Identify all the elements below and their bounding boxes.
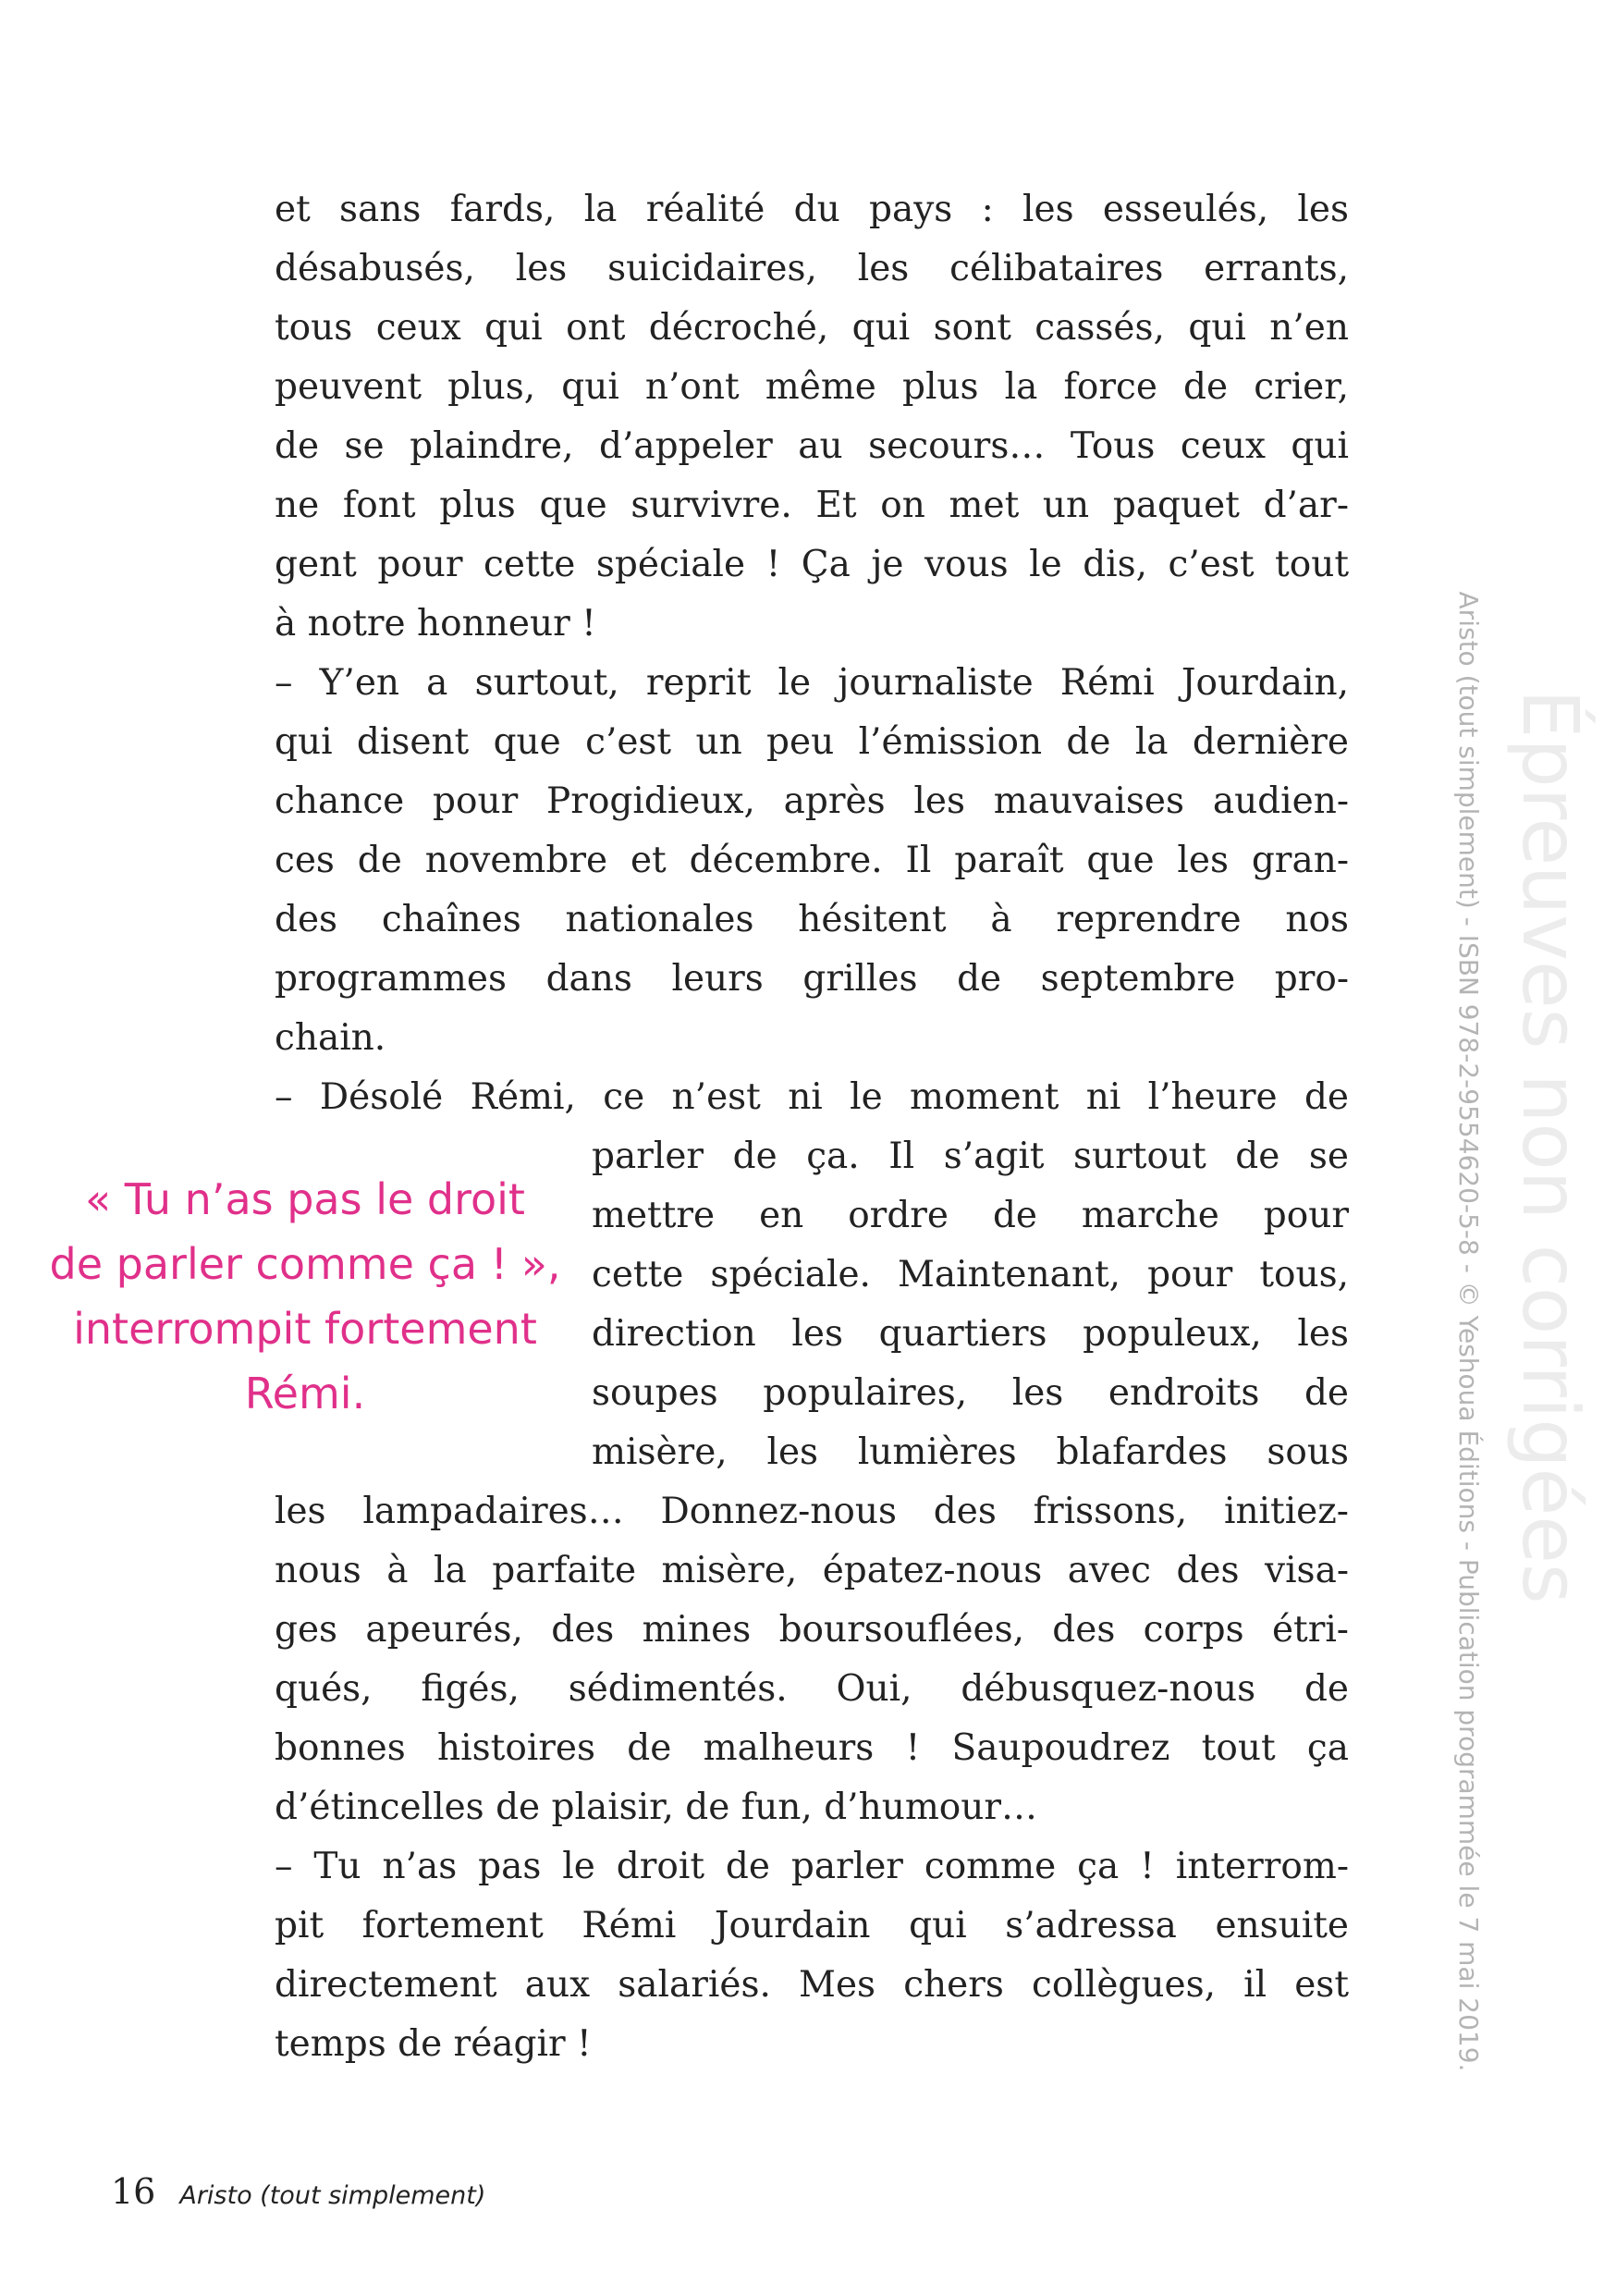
text-line: misère, les lumières blafardes sous (592, 1431, 1349, 1473)
copyright-watermark: Aristo (tout simplement) - ISBN 978-2-9554620-5-8 - © Yeshoua Éditions - Publication programmée le 7 mai 2019. (1453, 591, 1484, 2072)
text-line: parler de ça. Il s’agit surtout de se (592, 1136, 1349, 1177)
text-line: – Désolé Rémi, ce n’est ni le moment ni l’heure de (275, 1076, 1349, 1118)
running-title: Aristo (tout simplement) (179, 2181, 486, 2210)
text-line: des chaînes nationales hésitent à reprendre nos (275, 899, 1349, 940)
text-line: qui disent que c’est un peu l’émission de la dernière (275, 721, 1349, 763)
text-line: ges apeurés, des mines boursouflées, des corps étri- (275, 1609, 1349, 1651)
proof-watermark: Épreuves non corrigées (1505, 689, 1596, 1604)
text-line: – Tu n’as pas le droit de parler comme ça ! interrom- (275, 1846, 1349, 1887)
text-line: qués, figés, sédimentés. Oui, débusquez-nous de (275, 1668, 1349, 1710)
text-line: direction les quartiers populeux, les (592, 1313, 1349, 1355)
pull-quote-line: interrompit fortement (73, 1304, 537, 1354)
text-line: les lampadaires… Donnez-nous des frissons, initiez- (275, 1491, 1349, 1532)
text-line: soupes populaires, les endroits de (592, 1372, 1349, 1414)
page-footer (111, 2171, 485, 2212)
text-line: peuvent plus, qui n’ont même plus la force de crier, (275, 366, 1349, 408)
text-line: temps de réagir ! (275, 2023, 592, 2065)
text-line: – Y’en a surtout, reprit le journaliste Rémi Jourdain, (275, 662, 1349, 704)
pull-quote-line: Rémi. (244, 1369, 366, 1418)
text-line: cette spéciale. Maintenant, pour tous, (592, 1254, 1349, 1295)
text-line: désabusés, les suicidaires, les célibataires errants, (275, 248, 1349, 289)
pull-quote-line: « Tu n’as pas le droit (85, 1174, 525, 1224)
text-line: ne font plus que survivre. Et on met un paquet d’ar- (275, 485, 1349, 526)
page-number: 16 (111, 2171, 156, 2212)
text-line: directement aux salariés. Mes chers collègues, il est (275, 1964, 1349, 2006)
text-line: mettre en ordre de marche pour (592, 1195, 1349, 1236)
pull-quote-line: de parler comme ça ! », (49, 1239, 561, 1289)
text-line: nous à la parfaite misère, épatez-nous avec des visa- (275, 1550, 1349, 1591)
pull-quote (28, 1167, 582, 1426)
text-line: chance pour Progidieux, après les mauvaises audien- (275, 780, 1349, 822)
text-line: ces de novembre et décembre. Il paraît que les gran- (275, 840, 1349, 881)
text-line: pit fortement Rémi Jourdain qui s’adressa ensuite (275, 1905, 1349, 1946)
text-line: gent pour cette spéciale ! Ça je vous le dis, c’est tout (275, 544, 1349, 585)
text-line: à notre honneur ! (275, 603, 596, 645)
text-line: bonnes histoires de malheurs ! Saupoudrez tout ça (275, 1727, 1349, 1769)
text-line: tous ceux qui ont décroché, qui sont cassés, qui n’en (275, 307, 1349, 349)
text-line: de se plaindre, d’appeler au secours… Tous ceux qui (275, 425, 1349, 467)
text-line: et sans fards, la réalité du pays : les esseulés, les (275, 189, 1349, 230)
text-line: d’étincelles de plaisir, de fun, d’humour… (275, 1786, 1038, 1828)
text-line: programmes dans leurs grilles de septembre pro- (275, 958, 1349, 1000)
text-line: chain. (275, 1017, 386, 1059)
